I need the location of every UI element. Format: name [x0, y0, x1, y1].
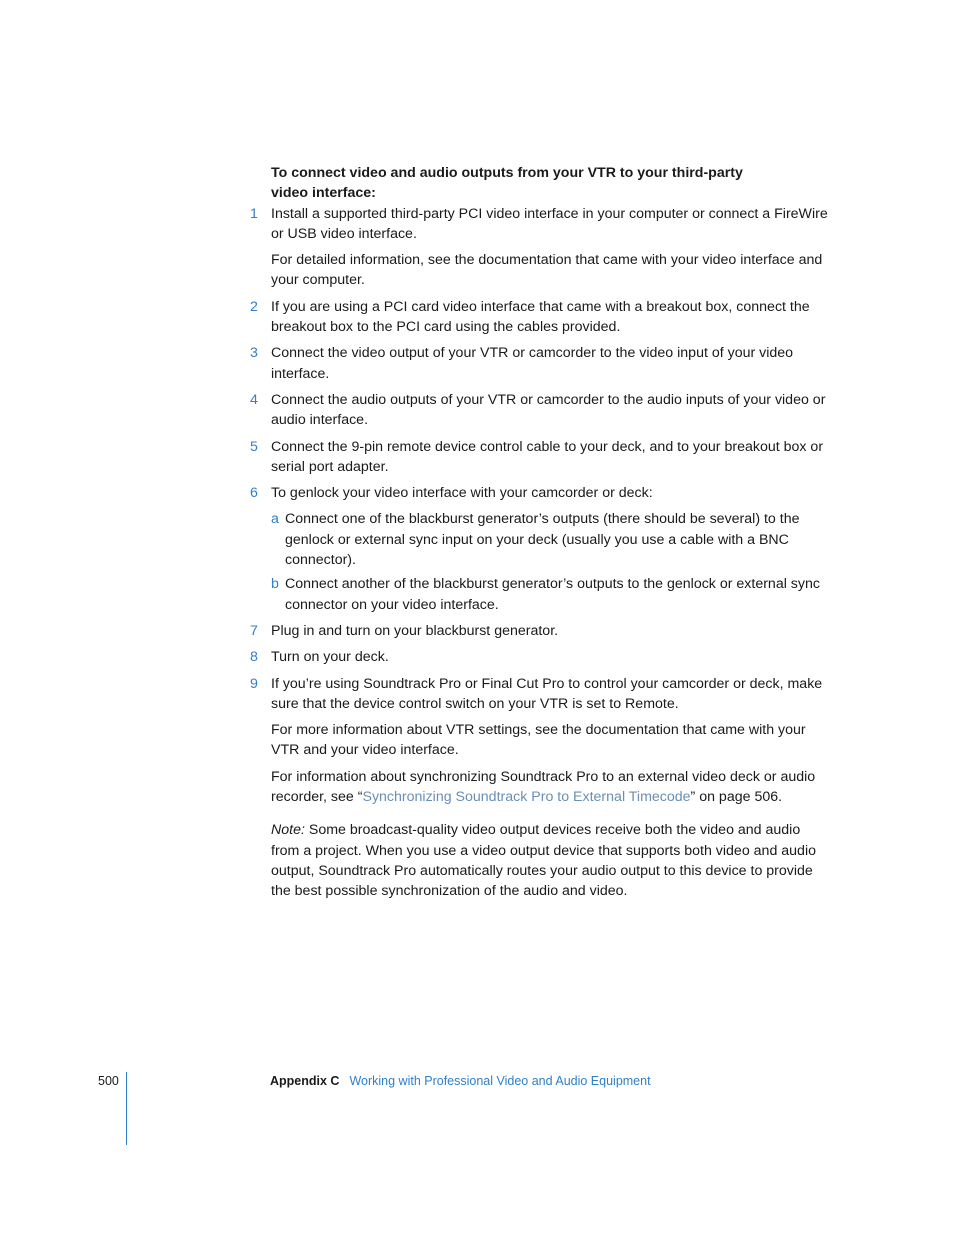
- step-text: Plug in and turn on your blackburst generator.: [271, 622, 559, 639]
- note-2-prefix: For information about synchronizing Soundtrack Pro to an external video deck or audio recorder, see “: [271, 768, 816, 806]
- substep-letter: b: [271, 576, 279, 593]
- step-text: If you are using a PCI card video interface that came with a breakout box, connect the breakout box to the PCI card using the cables provided.: [271, 298, 810, 336]
- step-text: Connect the video output of your VTR or camcorder to the video input of your video interface.: [271, 345, 794, 382]
- step-number: 2: [250, 298, 258, 315]
- step-2: [250, 297, 830, 338]
- substep-text: Connect another of the blackburst generator’s outputs to the genlock or external sync connector on your video interface.: [285, 576, 820, 613]
- appendix-label: Appendix C: [270, 1074, 340, 1088]
- step-number: 5: [250, 438, 258, 455]
- step-6: [250, 483, 830, 503]
- footer-rule: [126, 1072, 127, 1145]
- heading-line-1: To connect video and audio outputs from your VTR to your third-party: [271, 165, 743, 181]
- step-text: Connect the audio outputs of your VTR or camcorder to the audio inputs of your video or audio interface.: [271, 391, 826, 429]
- step-number: 1: [250, 205, 258, 222]
- step-8: [250, 647, 830, 667]
- appendix-title[interactable]: Working with Professional Video and Audio Equipment: [349, 1074, 651, 1088]
- step-9: [250, 674, 830, 715]
- step-text: Install a supported third-party PCI video interface in your computer or connect a FireWire or USB video interface.: [271, 205, 828, 242]
- step-text: If you’re using Soundtrack Pro or Final Cut Pro to control your camcorder or deck, make sure that the device control switch on your VTR is set to Remote.: [271, 675, 823, 712]
- step-9-note-1: For more information about VTR settings, see the documentation that came with your VTR and your video interface.: [271, 722, 806, 759]
- running-footer: [270, 1072, 651, 1090]
- note-2-suffix: ” on page 506.: [690, 789, 783, 806]
- step-text: Connect the 9-pin remote device control cable to your deck, and to your breakout box or serial port adapter.: [271, 438, 824, 475]
- note-paragraph: [271, 820, 830, 901]
- step-4: [250, 390, 830, 431]
- substep-text: Connect one of the blackburst generator’s outputs (there should be several) to the genlock or external sync input on your deck (usually you use a cable with a BNC connector).: [285, 511, 800, 569]
- step-number: 7: [250, 622, 258, 639]
- step-9-note-2: [271, 767, 830, 808]
- page-number: 500: [98, 1074, 119, 1088]
- step-7: [250, 621, 830, 641]
- cross-reference-link[interactable]: Synchronizing Soundtrack Pro to External Timecode: [362, 789, 691, 806]
- procedure-heading: [271, 163, 830, 204]
- step-1-note: For detailed information, see the documentation that came with your video interface and your computer.: [271, 252, 823, 289]
- note-text: Some broadcast-quality video output devices receive both the video and audio from a project. When you use a video output device that supports both video and audio output, Soundtrack Pro automatically routes your audio output to this device to provide the best possible synchronization of the audio and video.: [271, 822, 816, 900]
- step-text: Turn on your deck.: [271, 649, 389, 666]
- note-label: Note:: [271, 822, 305, 839]
- step-number: 3: [250, 345, 258, 362]
- step-number: 4: [250, 391, 258, 408]
- substep-b: [250, 574, 830, 615]
- step-3: [250, 343, 830, 384]
- step-number: 8: [250, 649, 258, 666]
- substep-letter: a: [271, 511, 279, 528]
- substep-a: [250, 509, 830, 570]
- step-number: 9: [250, 675, 258, 692]
- heading-line-2: video interface:: [271, 185, 376, 202]
- step-1: [250, 204, 830, 245]
- document-body: [250, 163, 830, 902]
- step-text: To genlock your video interface with your camcorder or deck:: [271, 485, 653, 502]
- step-number: 6: [250, 485, 258, 502]
- step-5: [250, 437, 830, 478]
